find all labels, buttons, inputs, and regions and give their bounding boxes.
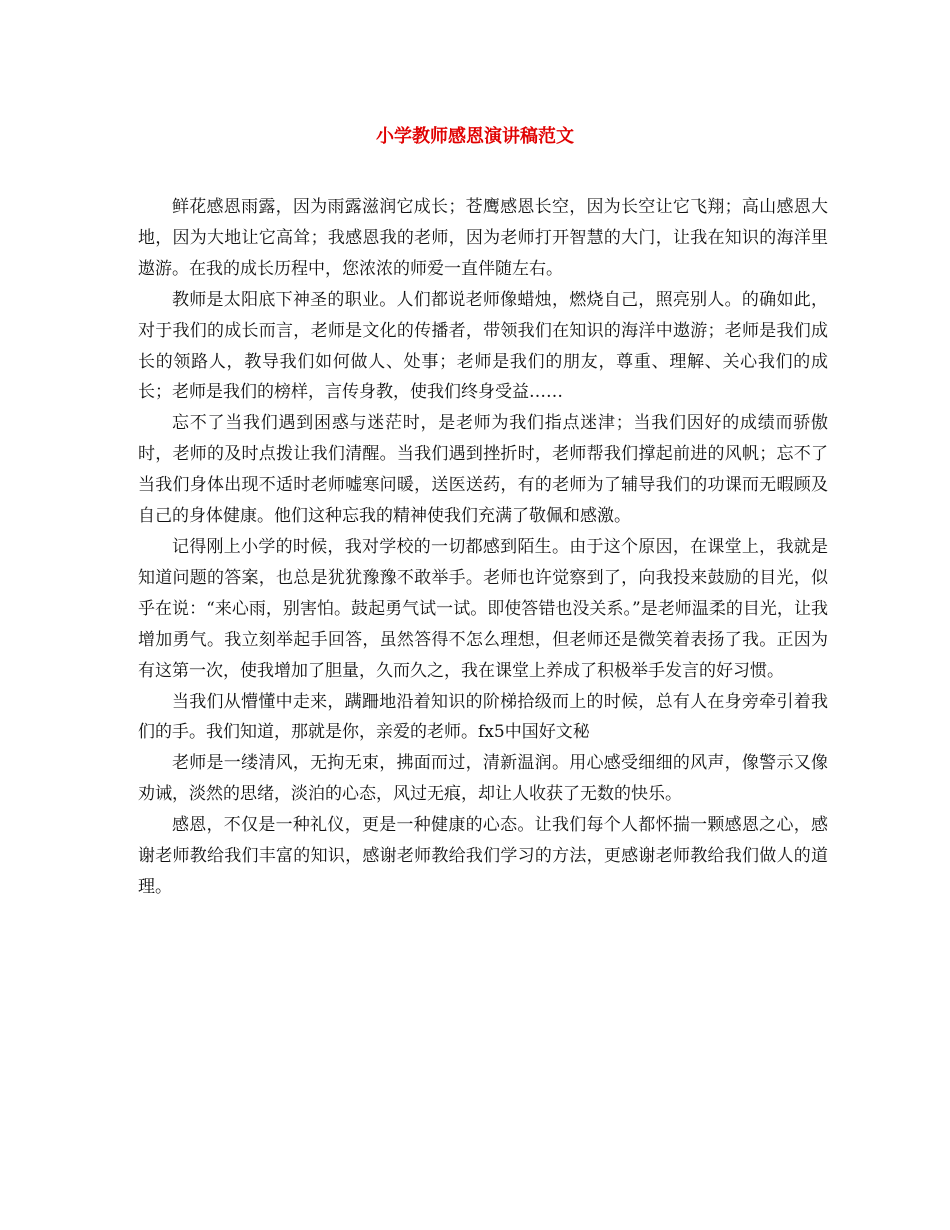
paragraph-4: 记得刚上小学的时候，我对学校的一切都感到陌生。由于这个原因，在课堂上，我就是知道问题的答案，也总是犹犹豫豫不敢举手。老师也许觉察到了，向我投来鼓励的目光，似乎在说：“来心雨，别害怕。鼓起勇气试一试。即使答错也没关系。”是老师温柔的目光，让我增加勇气。我立刻举起手回答，虽然答得不怎么理想，但老师还是微笑着表扬了我。正因为有这第一次，使我增加了胆量，久而久之，我在课堂上养成了积极举手发言的好习惯。 [138,536,828,681]
paragraph-5: 当我们从懵懂中走来，蹒跚地沿着知识的阶梯拾级而上的时候，总有人在身旁牵引着我们的手。我们知道，那就是你，亲爱的老师。fx5中国好文秘 [138,691,828,743]
paragraph-1: 鲜花感恩雨露，因为雨露滋润它成长；苍鹰感恩长空，因为长空让它飞翔；高山感恩大地，因为大地让它高耸；我感恩我的老师，因为老师打开智慧的大门，让我在知识的海洋里遨游。在我的成长历程中，您浓浓的师爱一直伴随左右。 [138,197,828,279]
paragraph-7: 感恩，不仅是一种礼仪，更是一种健康的心态。让我们每个人都怀揣一颗感恩之心，感谢老师教给我们丰富的知识，感谢老师教给我们学习的方法，更感谢老师教给我们做人的道理。 [138,815,828,897]
document-body [138,192,828,903]
paragraph-2: 教师是太阳底下神圣的职业。人们都说老师像蜡烛，燃烧自己，照亮别人。的确如此，对于我们的成长而言，老师是文化的传播者，带领我们在知识的海洋中遨游；老师是我们成长的领路人，教导我们如何做人、处事；老师是我们的朋友，尊重、理解、关心我们的成长；老师是我们的榜样，言传身教，使我们终身受益…… [138,289,828,403]
document-title: 小学教师感恩演讲稿范文 [376,126,574,147]
paragraph-3: 忘不了当我们遇到困惑与迷茫时，是老师为我们指点迷津；当我们因好的成绩而骄傲时，老师的及时点拨让我们清醒。当我们遇到挫折时，老师帮我们撑起前进的风帆；忘不了当我们身体出现不适时老师嘘寒问暖，送医送药，有的老师为了辅导我们的功课而无暇顾及自己的身体健康。他们这种忘我的精神使我们充满了敬佩和感激。 [138,413,828,527]
paragraph-6: 老师是一缕清风，无拘无束，拂面而过，清新温润。用心感受细细的风声，像警示又像劝诫，淡然的思绪，淡泊的心态，风过无痕，却让人收获了无数的快乐。 [138,753,828,805]
